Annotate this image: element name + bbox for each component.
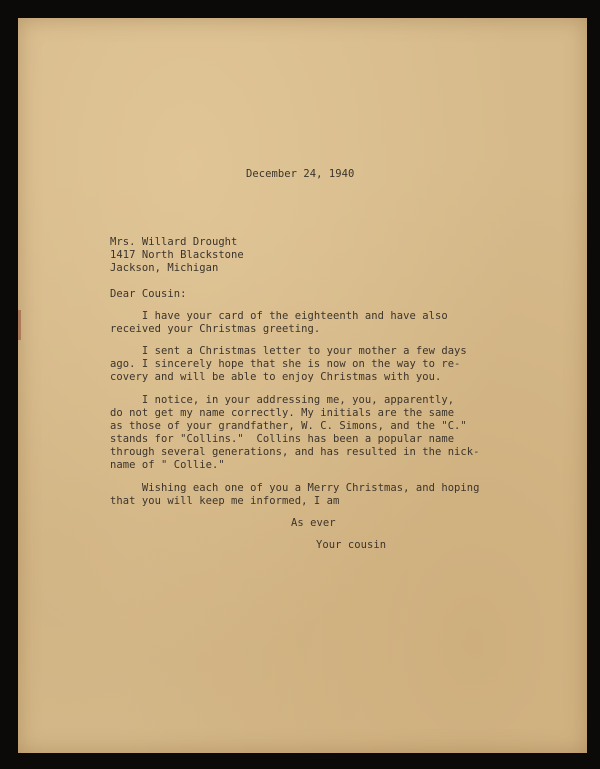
- paragraph-line: Wishing each one of you a Merry Christmas, and hoping: [110, 482, 480, 494]
- paragraph-line: received your Christmas greeting.: [110, 323, 321, 335]
- paragraph-line: covery and will be able to enjoy Christmas with you.: [110, 371, 442, 383]
- recipient-street: 1417 North Blackstone: [110, 249, 244, 261]
- paragraph-line: I sent a Christmas letter to your mother a few days: [110, 345, 467, 357]
- paragraph-line: name of " Collie.": [110, 459, 225, 471]
- paragraph-line: I notice, in your addressing me, you, apparently,: [110, 394, 455, 406]
- paragraph-line: that you will keep me informed, I am: [110, 495, 340, 507]
- paragraph-line: through several generations, and has resulted in the nick-: [110, 446, 480, 458]
- edge-stain: [18, 310, 21, 340]
- paragraph-line: I have your card of the eighteenth and have also: [110, 310, 448, 322]
- paragraph-line: as those of your grandfather, W. C. Simons, and the "C.": [110, 420, 467, 432]
- salutation: Dear Cousin:: [110, 288, 187, 300]
- paragraph-line: do not get my name correctly. My initials are the same: [110, 407, 455, 419]
- closing: As ever: [291, 517, 336, 529]
- recipient-name: Mrs. Willard Drought: [110, 236, 238, 248]
- recipient-city: Jackson, Michigan: [110, 262, 219, 274]
- paragraph-line: stands for "Collins." Collins has been a popular name: [110, 433, 455, 445]
- paragraph-line: ago. I sincerely hope that she is now on the way to re-: [110, 358, 461, 370]
- signature-line: Your cousin: [316, 539, 387, 551]
- letter-page: [18, 18, 587, 753]
- letter-date: December 24, 1940: [246, 168, 355, 180]
